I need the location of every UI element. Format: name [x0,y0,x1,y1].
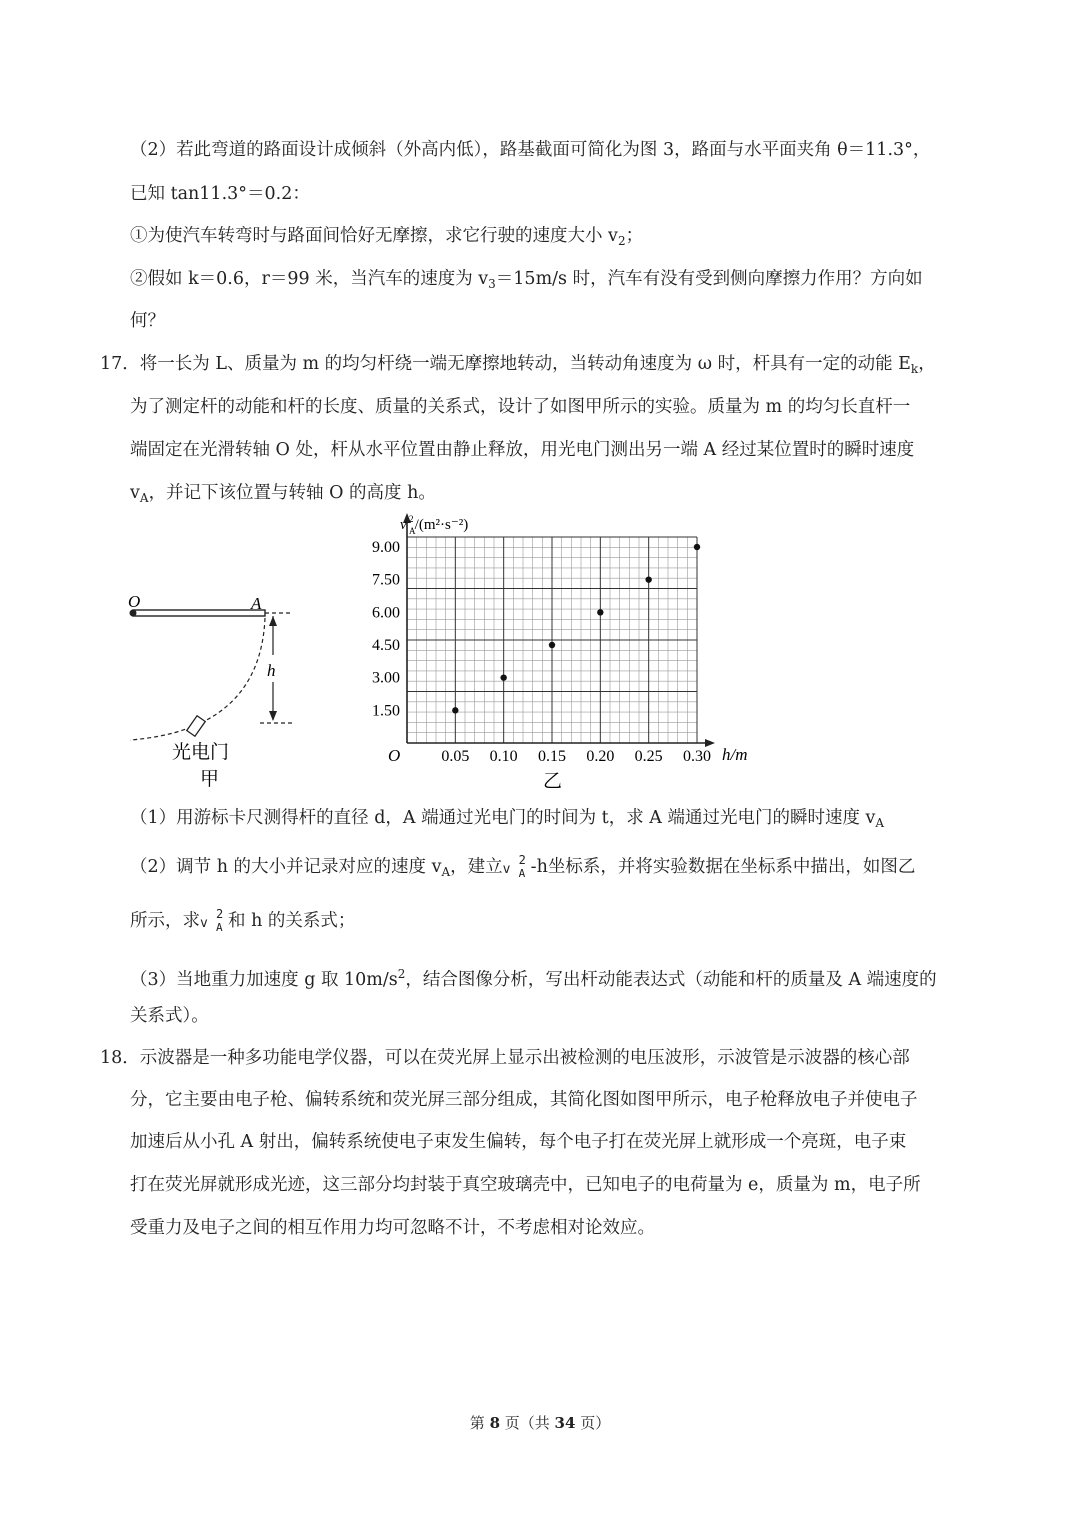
figure-jia [120,580,320,800]
label-h: h [267,661,276,680]
q17-line3: 端固定在光滑转轴 O 处，杆从水平位置由静止释放，用光电门测出另一端 A 经过某位置时的瞬时速度 [130,440,915,460]
q17-line2: 为了测定杆的动能和杆的长度、质量的关系式，设计了如图甲所示的实验。质量为 m 的均匀长直杆一 [130,397,911,417]
q16-part2-sub2-cont: 何？ [130,311,165,331]
q17-sub3-text-b: ，结合图像分析，写出杆动能表达式（动能和杆的质量及 A 端速度的 [405,970,937,990]
q16-sub2-text-a: ②假如 k＝0.6，r＝99 米，当汽车的速度为 v [130,269,489,289]
y-axis-label-sub: A [409,526,416,536]
q17-sub1 [130,806,884,835]
q17-sub3-line1 [130,962,937,992]
q16-sub2-subscript: 3 [488,277,496,291]
data-point [597,609,603,615]
h-arrowhead-up [269,616,277,626]
q17-line4-v: v [130,483,140,503]
v2a-symbol: v 2 A [502,853,526,880]
q17-line4-text: ，并记下该位置与转轴 O 的高度 h。 [148,483,436,503]
q16-sub1-end: ； [625,226,644,246]
q17-sub3-line2: 关系式）。 [130,1006,209,1026]
q18-line3: 加速后从小孔 A 射出，偏转系统使电子束发生偏转，每个电子打在荧光屏上就形成一个亮斑，电子束 [130,1132,907,1152]
q17-sub2-text-b: ，建立 [450,857,503,877]
data-point [452,707,458,713]
q17-sub2-text-e: 和 h 的关系式； [228,911,356,931]
x-tick-label: 0.20 [586,748,615,765]
page-footer [0,1412,1080,1433]
q17-sub2-text-a: （2）调节 h 的大小并记录对应的速度 v [130,857,442,877]
q17-sub2-line2 [130,906,355,933]
y-tick-label: 4.50 [372,637,400,654]
y-tick-label: 9.00 [372,539,400,556]
y-axis-label-v: v [400,517,407,533]
figure-yi-caption: 乙 [543,771,563,792]
data-point [500,674,506,680]
x-axis-arrowhead [705,739,715,747]
y-axis-label-units: /(m²·s⁻²) [414,517,469,533]
q16-part2-sub2 [130,267,923,296]
q17-line1 [100,352,936,381]
y-tick-label: 3.00 [372,669,400,687]
rod [133,610,265,616]
data-points [452,544,700,714]
h-arrowhead-down [269,711,277,721]
q17-sub1-subscript: A [875,816,885,830]
x-tick-label: 0.05 [441,748,470,765]
y-axis-label-sup: 2 [409,514,414,524]
photogate-icon [187,716,206,736]
q16-sub1-text: ①为使汽车转弯时与路面间恰好无摩擦，求它行驶的速度大小 v [130,226,618,246]
q17-line4-subscript: A [139,491,149,505]
q18-line1: 18．示波器是一种多功能电学仪器，可以在荧光屏上显示出被检测的电压波形，示波管是示波器的核心部 [100,1048,910,1068]
q17-sub3-sup: 2 [397,967,406,981]
v2a-symbol-2: v 2 A [200,907,224,934]
q16-part2-sub1 [130,224,643,253]
q18-line4: 打在荧光屏就形成光迹，这三部分均封装于真空玻璃壳中，已知电子的电荷量为 e，质量为 m，电子所 [130,1175,921,1195]
y-tick-labels [372,539,400,719]
footer-page-number: 8 [489,1414,500,1432]
q18-line2: 分，它主要由电子枪、偏转系统和荧光屏三部分组成，其简化图如图甲所示，电子枪释放电子并使电子 [130,1090,918,1110]
footer-prefix: 第 [469,1414,490,1432]
footer-total-pages: 34 [554,1414,576,1432]
data-point [549,642,555,648]
x-tick-label: 0.30 [683,748,711,765]
q16-sub1-subscript: 2 [617,234,626,248]
q17-line1-text: 17．将一长为 L、质量为 m 的均匀杆绕一端无摩擦地转动，当转动角速度为 ω 时，杆具有一定的动能 E [100,354,911,374]
q16-sub2-text-b: ＝15m/s 时，汽车有没有受到侧向摩擦力作用？方向如 [495,269,923,289]
y-tick-label: 7.50 [372,571,400,589]
q17-sub1-text: （1）用游标卡尺测得杆的直径 d，A 端通过光电门的时间为 t，求 A 端通过光电门的瞬时速度 v [130,808,876,828]
q16-part2-line2: 已知 tan11.3°＝0.2： [130,184,310,204]
figure-jia-caption: 甲 [200,769,220,790]
q16-part2-line1: （2）若此弯道的路面设计成倾斜（外高内低），路基截面可简化为图 3，路面与水平面夹角 θ＝11.3°， [130,140,931,160]
footer-suffix: 页） [575,1414,611,1432]
photogate-label: 光电门 [172,742,230,763]
data-point [645,576,651,582]
q17-sub2-text-d: 所示，求 [130,911,200,931]
q17-sub2-text-c: -h坐标系，并将实验数据在坐标系中描出，如图乙 [530,857,916,877]
q17-line1-end: ， [918,354,936,374]
figure-yi-chart [350,505,770,795]
q17-sub3-text-a: （3）当地重力加速度 g 取 10m/s [130,970,398,990]
x-axis-label: h/m [722,745,748,764]
q17-line1-subscript: k [910,362,919,376]
origin-label: O [388,746,401,765]
y-tick-label: 1.50 [372,702,400,720]
y-tick-label: 6.00 [372,604,400,622]
label-O: O [128,592,141,611]
x-tick-label: 0.10 [489,748,518,765]
q18-line5: 受重力及电子之间的相互作用力均可忽略不计，不考虑相对论效应。 [130,1218,655,1238]
data-point [694,544,700,550]
x-tick-label: 0.15 [538,748,566,765]
x-tick-label: 0.25 [634,748,663,765]
q17-sub2-line1 [130,852,915,884]
label-A: A [251,594,262,613]
x-tick-labels [441,748,711,765]
footer-middle: 页（共 [500,1414,555,1432]
q17-sub2-subscript: A [441,865,451,879]
